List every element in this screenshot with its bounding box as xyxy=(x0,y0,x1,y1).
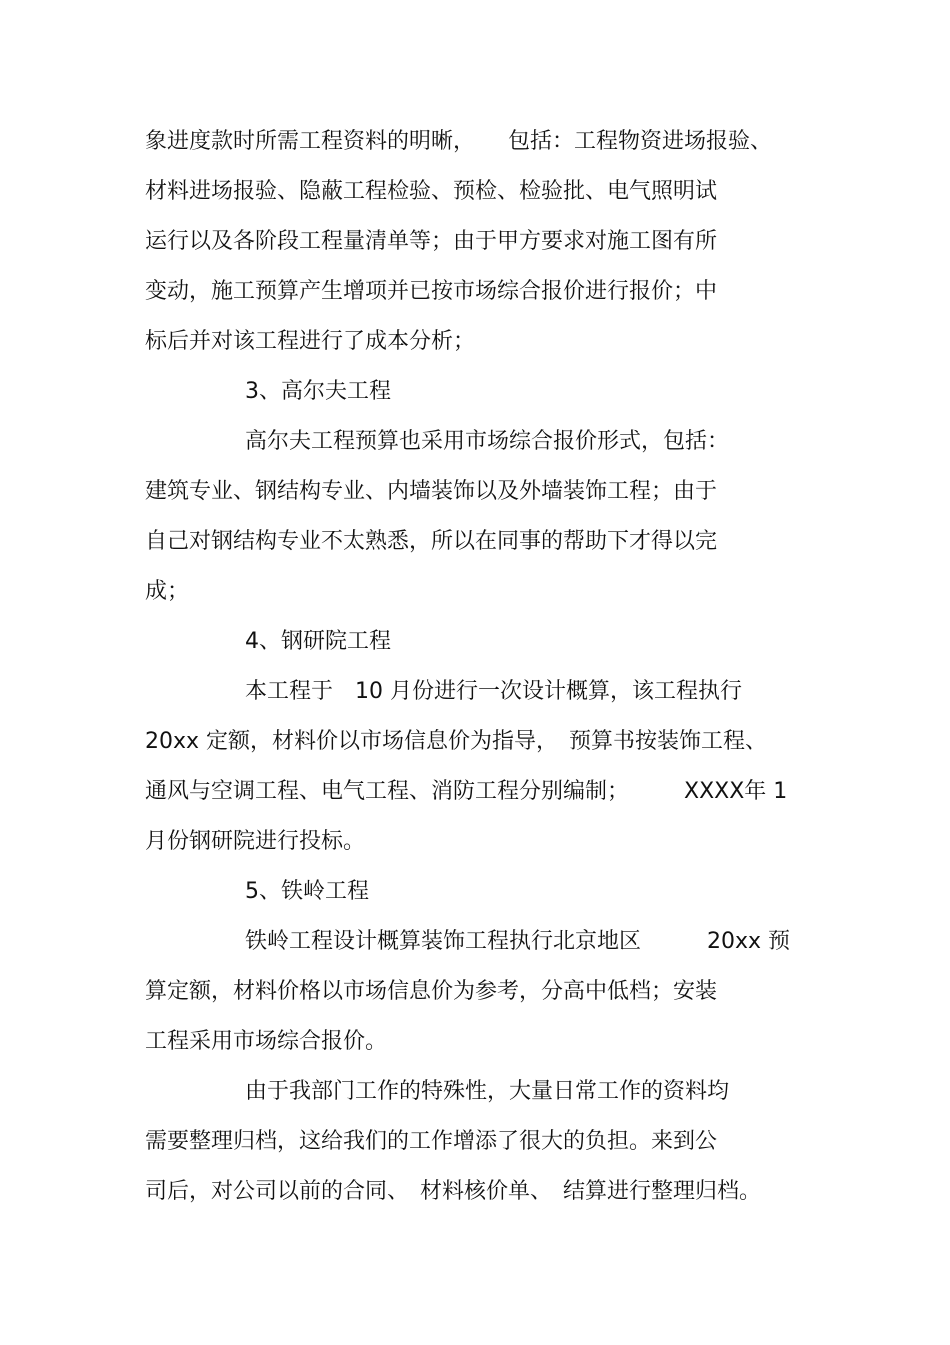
text-line: 月份钢研院进行投标。 xyxy=(145,829,366,854)
text-line: 象进度款时所需工程资料的明晰， 包括：工程物资进场报验、 xyxy=(145,129,773,154)
text-line: 运行以及各阶段工程量清单等；由于甲方要求对施工图有所 xyxy=(145,229,718,254)
text-line: 材料进场报验、隐蔽工程检验、预检、检验批、电气照明试 xyxy=(145,179,718,204)
text-line: 工程采用市场综合报价。 xyxy=(145,1029,388,1054)
paragraph-first-line: 由于我部门工作的特殊性，大量日常工作的资料均 xyxy=(245,1079,730,1104)
section-heading: 4、钢研院工程 xyxy=(245,629,391,654)
section-heading: 3、高尔夫工程 xyxy=(245,379,391,404)
text-line: 算定额，材料价格以市场信息价为参考，分高中低档；安装 xyxy=(145,979,718,1004)
paragraph-first-line: 高尔夫工程预算也采用市场综合报价形式，包括： xyxy=(245,429,730,454)
text-line: 需要整理归档，这给我们的工作增添了很大的负担。来到公 xyxy=(145,1129,718,1154)
paragraph-first-line: 铁岭工程设计概算装饰工程执行北京地区 20xx 预 xyxy=(245,929,791,954)
text-line: 20xx 定额，材料价以市场信息价为指导， 预算书按装饰工程、 xyxy=(145,729,768,754)
text-line: 建筑专业、钢结构专业、内墙装饰以及外墙装饰工程；由于 xyxy=(145,479,718,504)
text-line: 司后，对公司以前的合同、 材料核价单、 结算进行整理归档。 xyxy=(145,1179,762,1204)
text-line: 标后并对该工程进行了成本分析； xyxy=(145,329,476,354)
text-line: 成； xyxy=(145,579,190,604)
paragraph-first-line: 本工程于 10 月份进行一次设计概算，该工程执行 xyxy=(245,679,742,704)
text-line: 变动，施工预算产生增项并已按市场综合报价进行报价；中 xyxy=(145,279,718,304)
text-line: 自己对钢结构专业不太熟悉，所以在同事的帮助下才得以完 xyxy=(145,529,718,554)
text-line: 通风与空调工程、电气工程、消防工程分别编制； XXXX年 1 xyxy=(145,779,788,804)
section-heading: 5、铁岭工程 xyxy=(245,879,369,904)
